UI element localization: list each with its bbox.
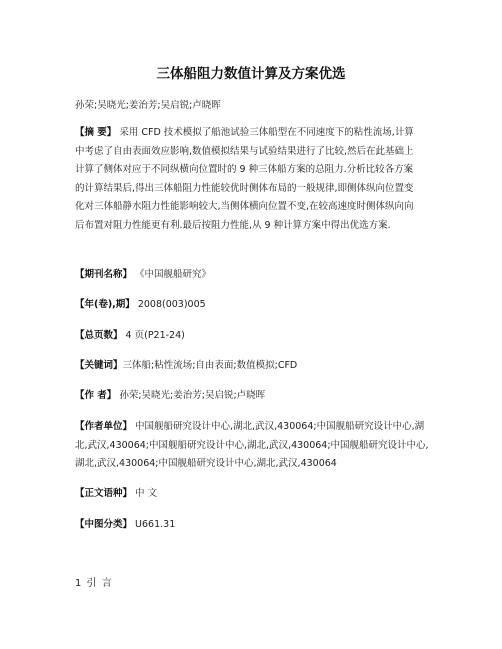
clc-label: 【中图分类】	[75, 519, 133, 530]
abstract-line: 后布置对阻力性能更有利.最后按阻力性能,从 9 种计算方案中得出优选方案.	[75, 219, 391, 231]
affiliation-line: 北,武汉,430064;中国舰船研究设计中心,湖北,武汉,430064;中国舰船研究设计中心,	[75, 439, 429, 451]
author-list: 孙荣;吴晓光;姜治芳;吴启锐;卢晓晖	[75, 100, 221, 111]
year-issue-row	[75, 296, 430, 315]
abstract-line: 中考虑了自由表面效应影响,数值模拟结果与试验结果进行了比较,然后在此基础上	[75, 145, 414, 157]
affiliation-line: 【作者单位】 中国舰船研究设计中心,湖北,武汉,430064;中国舰船研究设计中心,湖	[75, 421, 425, 432]
abstract-label: 【摘 要】	[75, 127, 117, 138]
abstract	[75, 124, 430, 235]
journal-value: 《中国舰船研究》	[135, 269, 212, 280]
keywords-value: 三体船;粘性流场;自由表面;数值模拟;CFD	[122, 360, 298, 371]
author-value: 孙荣;吴晓光;姜治芳;吴启锐;卢晓晖	[119, 390, 266, 401]
section-heading: 1 引 言	[75, 578, 113, 589]
clc-value: U661.31	[135, 519, 176, 530]
keywords-row	[75, 357, 430, 376]
abstract-line: 的计算结果后,得出三体船阻力性能较优时侧体布局的一般规律,即侧体纵向位置变	[75, 182, 414, 194]
year-issue-label: 【年(卷),期】	[75, 299, 135, 310]
author-label: 【作 者】	[75, 390, 117, 401]
language-row	[75, 485, 430, 504]
abstract-line: 化对三体船静水阻力性能影响较大,当侧体横向位置不变,在较高速度时侧体纵向向	[75, 201, 414, 212]
language-label: 【正文语种】	[75, 488, 133, 499]
journal-label: 【期刊名称】	[75, 269, 133, 280]
clc-row	[75, 516, 430, 535]
journal-row	[75, 266, 430, 285]
keywords-label: 【关键词】	[75, 360, 123, 371]
affiliation-label: 【作者单位】	[75, 421, 133, 432]
language-value: 中 文	[135, 488, 158, 499]
year-issue-value: 2008(003)005	[137, 299, 206, 310]
abstract-line: 计算了侧体对应于不同纵横向位置时的 9 种三体船方案的总阻力.分析比较各方案	[75, 164, 414, 175]
affiliation-line: 湖北,武汉,430064;中国舰船研究设计中心,湖北,武汉,430064	[75, 458, 337, 469]
author-row	[75, 387, 430, 406]
paper-title: 三体船阻力数值计算及方案优选	[156, 66, 346, 82]
pages-label: 【总页数】	[75, 330, 123, 341]
pages-value: 4 页(P21-24)	[125, 330, 185, 341]
pages-row	[75, 327, 430, 346]
abstract-line: 【摘 要】 采用 CFD 技术模拟了船池试验三体船型在不同速度下的粘性流场,计算	[75, 127, 414, 138]
affiliation-row	[75, 418, 430, 474]
